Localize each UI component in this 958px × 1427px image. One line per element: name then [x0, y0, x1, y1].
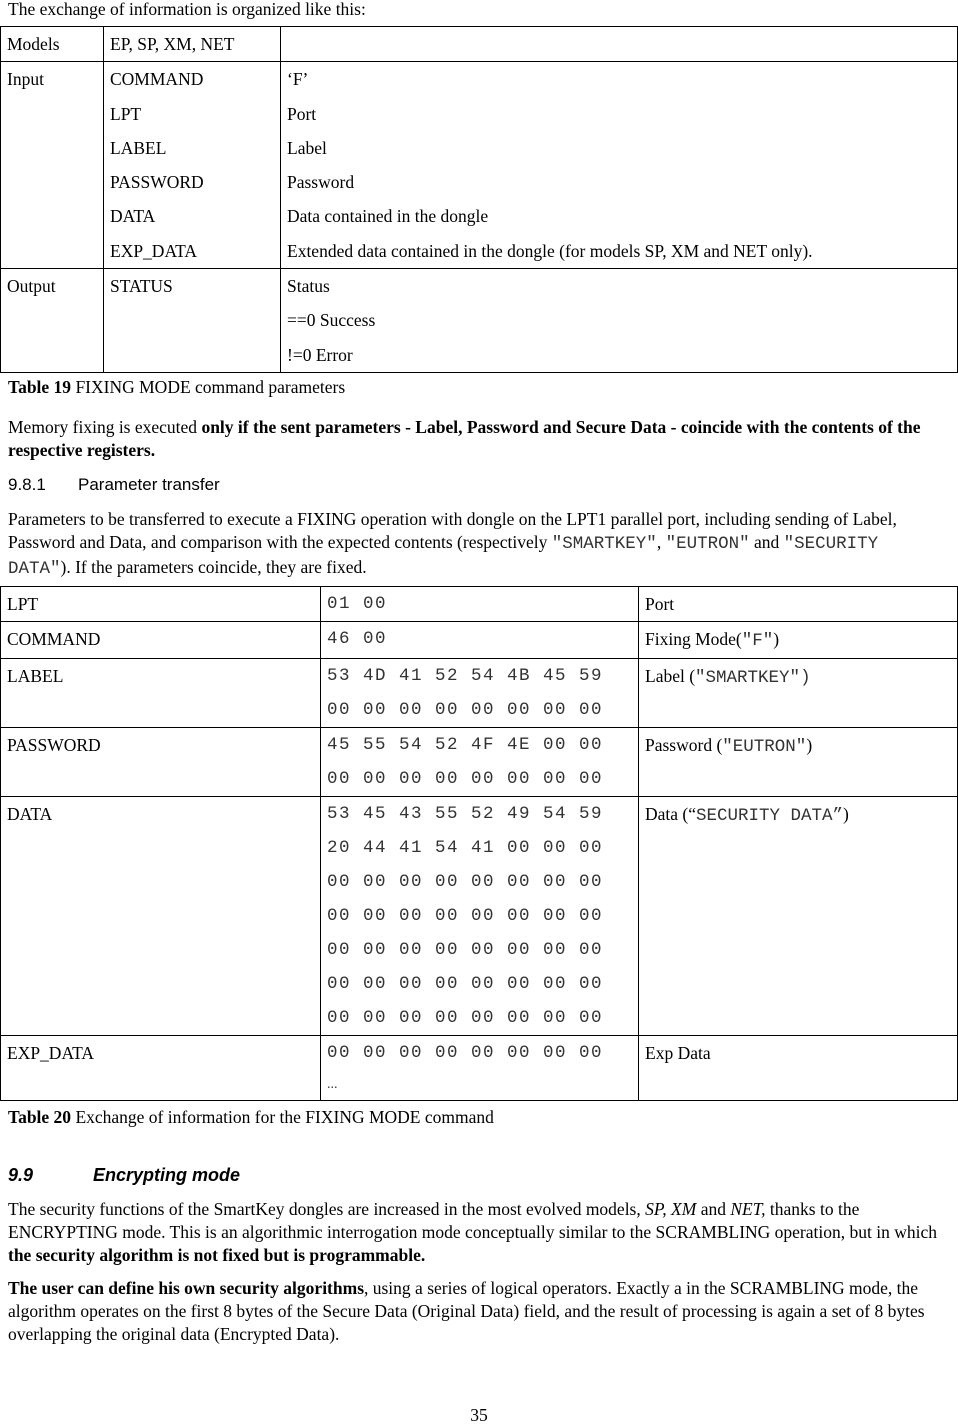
field-desc — [639, 659, 958, 728]
status-desc: !=0 Error — [287, 344, 353, 365]
hex-line: 53 45 43 55 52 49 54 59 — [327, 804, 604, 824]
section-number: 9.8.1 — [8, 475, 46, 494]
param-name: LABEL — [110, 137, 167, 158]
output-descriptions — [281, 269, 958, 373]
input-label: Input — [1, 62, 104, 269]
field-name: LABEL — [1, 659, 321, 728]
intro-text: The exchange of information is organized like this: — [8, 0, 366, 19]
code-text: "EUTRON" — [665, 533, 750, 554]
caption-number: Table 20 — [8, 1107, 72, 1127]
paragraph-text: thanks to the ENCRYPTING mode. This is an algorithmic interrogation mode conceptually similar to the SCRAMBLING operation, but in which — [8, 1199, 937, 1242]
status-desc: ==0 Success — [287, 310, 376, 331]
hex-bytes — [321, 797, 639, 1036]
parameters-paragraph — [8, 508, 950, 580]
param-name: DATA — [110, 206, 156, 227]
section-number: 9.9 — [8, 1165, 34, 1185]
section-title: Encrypting mode — [93, 1165, 241, 1185]
input-descriptions — [281, 62, 958, 269]
field-desc — [639, 797, 958, 1036]
hex-line: 45 55 54 52 4F 4E 00 00 — [327, 735, 604, 755]
field-desc — [639, 622, 958, 659]
table-row — [1, 62, 958, 269]
hex-line: 00 00 00 00 00 00 00 00 — [327, 940, 604, 960]
desc-code: SECURITY DATA” — [696, 806, 844, 826]
output-label: Output — [1, 269, 104, 373]
desc-text: Port — [645, 594, 675, 614]
desc-text: ) — [843, 804, 849, 824]
models-value: EP, SP, XM, NET — [104, 27, 281, 62]
desc-text: Fixing Mode( — [645, 629, 742, 649]
desc-text: Label ( — [645, 666, 696, 686]
field-desc — [639, 1036, 958, 1101]
hex-line: 00 00 00 00 00 00 00 00 — [327, 974, 604, 994]
table-row — [1, 27, 958, 62]
param-desc: Label — [287, 137, 327, 158]
table20-caption — [8, 1106, 950, 1129]
table-row — [1, 269, 958, 373]
caption-number: Table 19 — [8, 377, 72, 397]
param-name: LPT — [110, 103, 142, 124]
desc-code: "EUTRON" — [722, 737, 807, 757]
paragraph-text: Memory fixing is executed — [8, 417, 202, 437]
desc-text: ) — [773, 629, 780, 649]
field-name: DATA — [1, 797, 321, 1036]
param-desc: ‘F’ — [287, 69, 309, 90]
paragraph-bold: only if the sent parameters - Label, Password and Secure Data - coincide with the contents of the respective registers. — [8, 417, 921, 460]
param-desc: Password — [287, 172, 355, 193]
hex-bytes — [321, 622, 639, 659]
paragraph-text: Parameters to be transferred to execute a FIXING operation with dongle on the LPT1 parallel port, including sending of Label, Password and Data, and comparison with the expected contents (respectively — [8, 509, 897, 552]
hex-line: 00 00 00 00 00 00 00 00 — [327, 872, 604, 892]
hex-line: 46 00 — [327, 629, 388, 649]
table-row — [1, 1036, 958, 1101]
desc-text: Data (“ — [645, 804, 697, 824]
paragraph-bold: The user can define his own security algorithms — [8, 1278, 364, 1298]
page-number: 35 — [470, 1405, 488, 1425]
hex-bytes — [321, 728, 639, 797]
paragraph-text: , using a series of logical operators. Exactly a in the SCRAMBLING mode, the algorithm operates on the first 8 bytes of the Secure Data (Original Data) field, and the result of processing is again a set of 8 bytes overlapping the original data (Encrypted Data). — [8, 1278, 925, 1344]
hex-bytes — [321, 1036, 639, 1101]
hex-line: 00 00 00 00 00 00 00 00 — [327, 906, 604, 926]
param-name: EXP_DATA — [110, 240, 198, 261]
hex-line: 01 00 — [327, 594, 388, 614]
status-desc: Status — [287, 276, 330, 297]
paragraph-italic: NET, — [730, 1199, 766, 1219]
desc-code: "SMARTKEY") — [695, 668, 811, 688]
desc-code: "F" — [741, 631, 774, 651]
paragraph-text: ). If the parameters coincide, they are fixed. — [60, 556, 367, 577]
field-desc — [639, 587, 958, 622]
paragraph-text: and — [696, 1199, 731, 1219]
hex-line: 00 00 00 00 00 00 00 00 — [327, 1008, 604, 1028]
param-desc: Extended data contained in the dongle (for models SP, XM and NET only). — [287, 240, 813, 261]
hex-bytes — [321, 587, 639, 622]
caption-text: FIXING MODE command parameters — [71, 377, 346, 397]
table-row — [1, 728, 958, 797]
field-desc — [639, 728, 958, 797]
desc-text: Exp Data — [645, 1043, 711, 1063]
paragraph-text: and — [749, 531, 784, 552]
command-parameters-table — [0, 26, 958, 373]
caption-text: Exchange of information for the FIXING MODE command — [71, 1107, 494, 1127]
hex-line: 00 00 00 00 00 00 00 00 — [327, 769, 604, 789]
param-name: PASSWORD — [110, 172, 204, 193]
hex-line: 00 00 00 00 00 00 00 00 — [327, 700, 604, 720]
field-name: COMMAND — [1, 622, 321, 659]
section-heading-9-9 — [8, 1164, 950, 1187]
hex-line: 53 4D 41 52 54 4B 45 59 — [327, 666, 604, 686]
param-desc: Data contained in the dongle — [287, 206, 489, 227]
paragraph-bold: the security algorithm is not fixed but is programmable. — [8, 1244, 426, 1265]
field-name: EXP_DATA — [1, 1036, 321, 1101]
output-name: STATUS — [104, 269, 281, 373]
memory-fixing-paragraph — [8, 416, 950, 462]
hex-line: 20 44 41 54 41 00 00 00 — [327, 838, 604, 858]
paragraph-text: The security functions of the SmartKey dongles are increased in the most evolved models, — [8, 1199, 646, 1219]
table-row — [1, 622, 958, 659]
ellipsis-text: ... — [327, 1077, 338, 1092]
param-desc: Port — [287, 103, 317, 124]
field-name: PASSWORD — [1, 728, 321, 797]
code-text: "SECURITY DATA" — [8, 533, 879, 579]
param-name: COMMAND — [110, 69, 204, 90]
input-names — [104, 62, 281, 269]
hex-bytes — [321, 659, 639, 728]
code-text: "SMARTKEY" — [551, 533, 657, 554]
section-heading-9-8-1 — [8, 474, 950, 496]
table-row — [1, 587, 958, 622]
user-algorithms-paragraph — [8, 1277, 950, 1345]
table-row — [1, 659, 958, 728]
table-row — [1, 797, 958, 1036]
field-name: LPT — [1, 587, 321, 622]
paragraph-italic: SP, XM — [645, 1199, 697, 1219]
information-exchange-table — [0, 586, 958, 1101]
paragraph-text: , — [656, 531, 666, 552]
hex-line: 00 00 00 00 00 00 00 00 — [327, 1043, 604, 1063]
section-title: Parameter transfer — [78, 475, 220, 494]
table19-caption — [8, 376, 950, 399]
security-paragraph — [8, 1198, 950, 1266]
models-empty — [281, 27, 958, 62]
models-label: Models — [1, 27, 104, 62]
desc-text: Password ( — [645, 735, 723, 755]
desc-text: ) — [806, 735, 813, 755]
